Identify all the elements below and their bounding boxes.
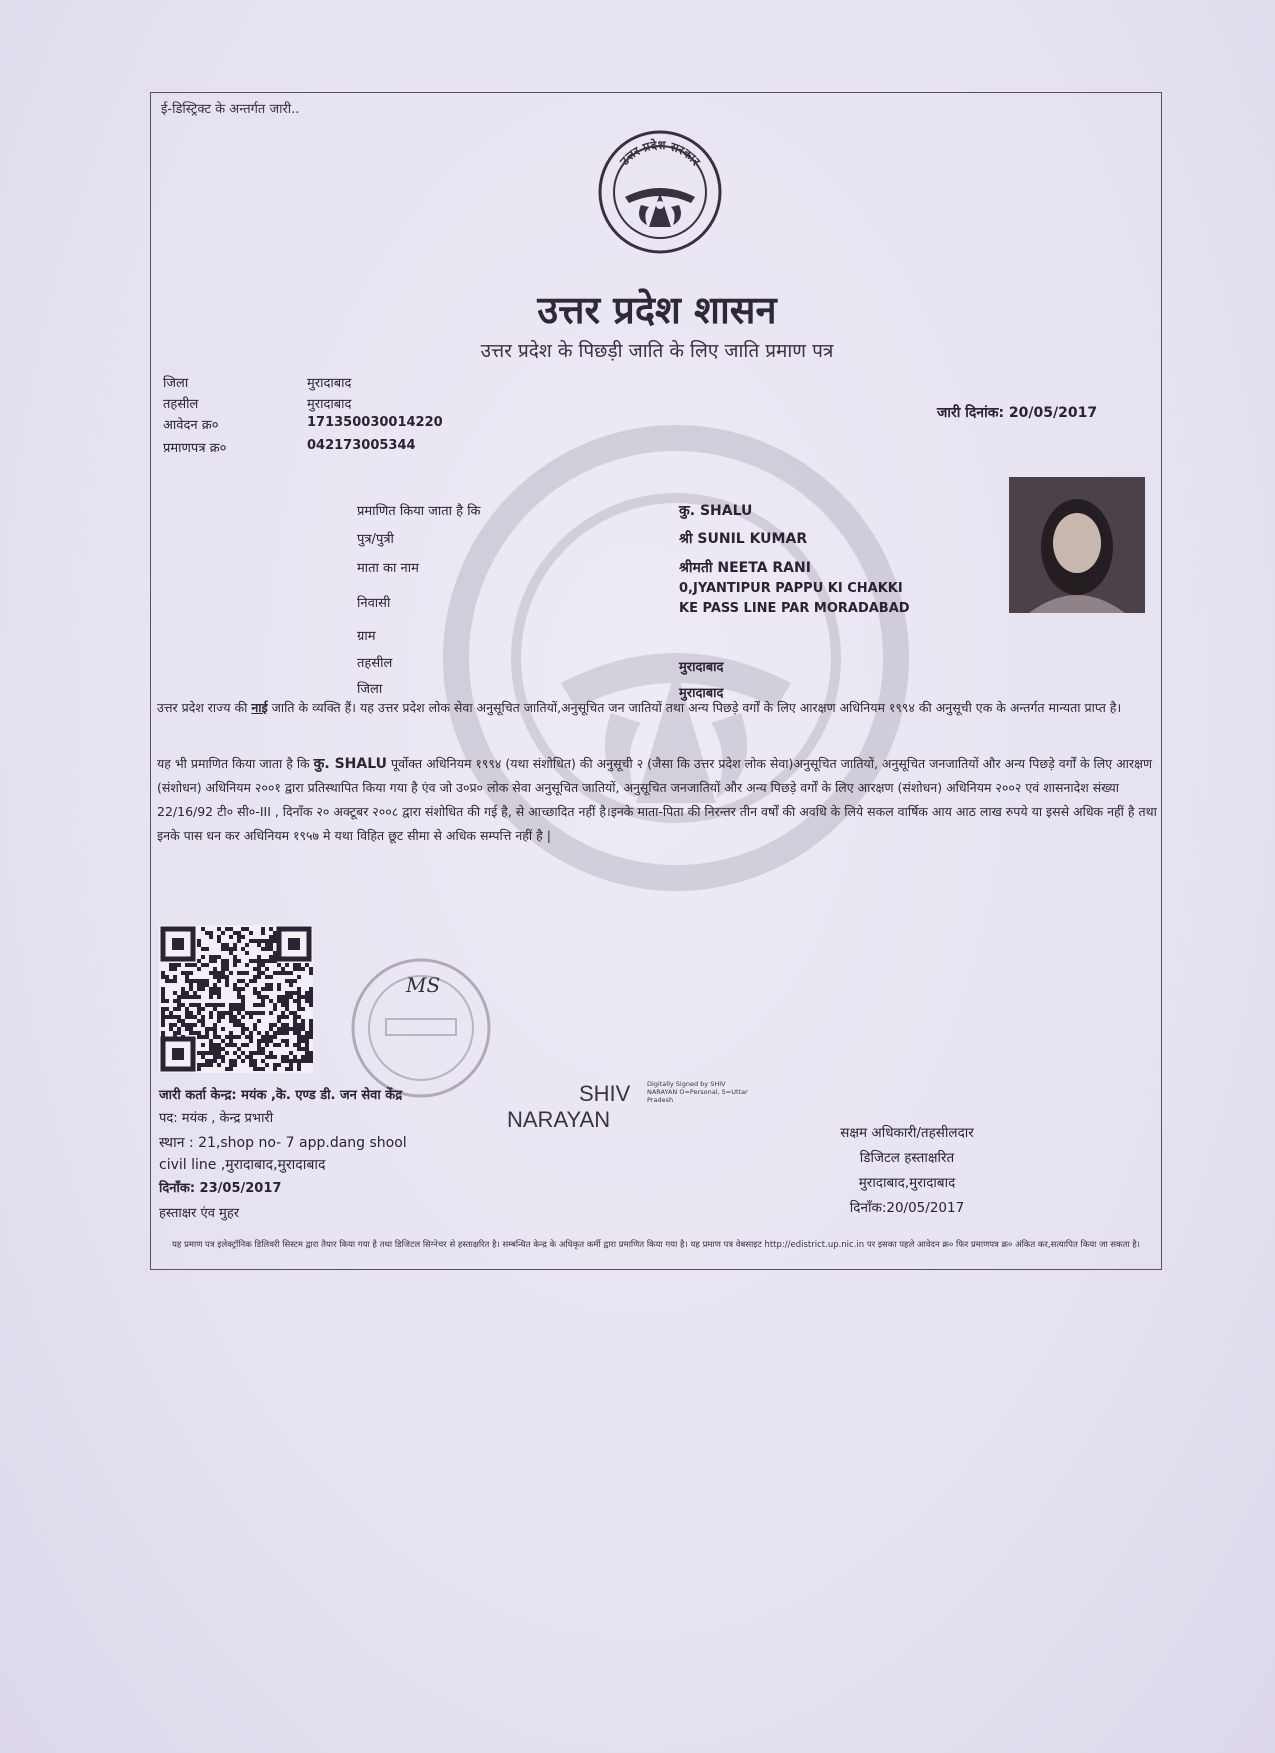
digital-signature-name-1: SHIV (579, 1081, 631, 1106)
officer-title: सक्षम अधिकारी/तहसीलदार (840, 1125, 974, 1141)
svg-text:उत्तर प्रदेश सरकार: उत्तर प्रदेश सरकार (617, 137, 703, 169)
para-applicant-name: कु. SHALU (313, 756, 388, 772)
handwritten-initials: MS (406, 973, 441, 997)
meta-value-district: मुरादाबाद (307, 376, 352, 391)
sign-and-seal-label: हस्ताक्षर एंव मुहर (159, 1206, 240, 1221)
village-label: ग्राम (357, 629, 376, 644)
meta-label-certificate-no: प्रमाणपत्र क्र० (163, 441, 227, 456)
officer-place: मुरादाबाद,मुरादाबाद (858, 1175, 956, 1191)
meta-value-application-no: 171350030014220 (307, 415, 443, 430)
officer-digitally-signed: डिजिटल हस्ताक्षरित (859, 1150, 955, 1166)
officer-date: दिनाँक:20/05/2017 (849, 1200, 965, 1216)
applicant-photo (1009, 477, 1145, 613)
certified-label: प्रमाणित किया जाता है कि (357, 504, 481, 519)
tehsil-value: मुरादाबाद (679, 660, 724, 675)
mother-label: माता का नाम (357, 561, 419, 576)
meta-value-certificate-no: 042173005344 (307, 438, 416, 453)
creamy-layer-paragraph: यह भी प्रमाणित किया जाता है कि कु. SHALU पूर्वोक्त अधिनियम १९९४ (यथा संशोधित) की अनुसूची २ (जैसा कि उत्तर प्रदेश लोक सेवा)अनुसूचित जातियों, अनुसूचित जनजातियों और अन्य पिछड़े वर्गों के लिए आरक्षण (संशोधन) अधिनियम २००१ द्वारा प्रतिस्थापित किया गया है एंव जो उ०प्र० लोक सेवा अनुसूचित जातियों, अनुसूचित जनजातियों और अन्य पिछड़े वर्गों के लिए आरक्षण (संशोधन) अधिनियम २००२ एवं शासनादेश संख्या 22/16/92 टी० सी०-III , दिनाँक २० अक्टूबर २००८ द्वारा संशोधित की गई है, से आच्छादित नहीं है।इनके माता-पिता की निरन्तर तीन वर्षों की अवधि के लिये सकल वार्षिक आय आठ लाख रुपये या इससे अधिक नहीं है तथा इनके पास धन कर अधिनियम १९५७ मे यथा विहित छूट सीमा से अधिक सम्पत्ति नहीं है | (157, 756, 1157, 843)
issuer-date: दिनाँक: 23/05/2017 (159, 1181, 282, 1196)
district-value: मुरादाबाद (679, 686, 724, 701)
certificate-title: उत्तर प्रदेश शासन (537, 287, 777, 332)
resident-label: निवासी (357, 596, 391, 611)
meta-label-application-no: आवेदन क्र० (163, 418, 219, 433)
applicant-name: कु. SHALU (679, 503, 753, 519)
address-line-2: KE PASS LINE PAR MORADABAD (679, 601, 910, 616)
father-name: श्री SUNIL KUMAR (679, 531, 808, 547)
issuer-place-line-1: स्थान : 21,shop no- 7 app.dang shool (159, 1135, 407, 1151)
header-note: ई-डिस्ट्रिक्ट के अन्तर्गत जारी.. (161, 102, 300, 117)
digital-signature-details: Digitally Signed by SHIV NARAYAN O=Personal, S=Uttar Pradesh (647, 1080, 748, 1104)
mother-name: श्रीमती NEETA RANI (679, 560, 811, 576)
caste-paragraph: उत्तर प्रदेश राज्य की नाई जाति के व्यक्ति हैं। यह उत्तर प्रदेश लोक सेवा अनुसूचित जातियों,अनुसूचित जन जातियों तथा अन्य पिछड़े वर्गों के लिए आरक्षण अधिनियम १९९४ की अनुसूची एक के अन्तर्गत मान्यता प्राप्त है। (157, 700, 1122, 715)
certificate-subtitle: उत्तर प्रदेश के पिछड़ी जाति के लिए जाति प्रमाण पत्र (480, 340, 834, 362)
relation-label: पुत्र/पुत्री (357, 532, 394, 547)
up-state-emblem (595, 127, 725, 257)
meta-value-tehsil: मुरादाबाद (307, 397, 352, 412)
issuer-place-line-2: civil line ,मुरादाबाद,मुरादाबाद (159, 1157, 326, 1173)
meta-label-district: जिला (163, 376, 189, 391)
caste-name: नाई (251, 700, 268, 715)
issuing-centre: जारी कर्ता केन्द्र: मयंक ,कॆ. एण्ड डी. जन सेवा केंद्र (159, 1088, 403, 1103)
footer-note: यह प्रमाण पत्र इलेक्ट्रॉनिक डिलिवरी सिस्टम द्वारा तैयार किया गया है तथा डिजिटल सिग्नेचर से हस्ताक्षरित है। सम्बन्धित केन्द्र के अधिकृत कर्मी द्वारा प्रमाणित किया गया है। यह प्रमाण पत्र वेबसाइट http://edistrict.up.nic.in पर इसका पहले आवेदन क्र० फिर प्रमाणपत्र क्र० अंकित कर,सत्यापित किया जा सकता है। (171, 1240, 1141, 1250)
meta-label-tehsil: तहसील (163, 397, 199, 412)
address-line-1: 0,JYANTIPUR PAPPU KI CHAKKI (679, 581, 903, 596)
issuer-post: पद: मयंक , केन्द्र प्रभारी (159, 1111, 274, 1126)
tehsil-label: तहसील (357, 656, 393, 671)
caste-certificate (150, 92, 1162, 1270)
issue-date: जारी दिनांक: 20/05/2017 (937, 405, 1098, 421)
district-label: जिला (357, 682, 383, 697)
digital-signature-name-2: NARAYAN (507, 1107, 611, 1132)
qr-code (159, 925, 313, 1073)
